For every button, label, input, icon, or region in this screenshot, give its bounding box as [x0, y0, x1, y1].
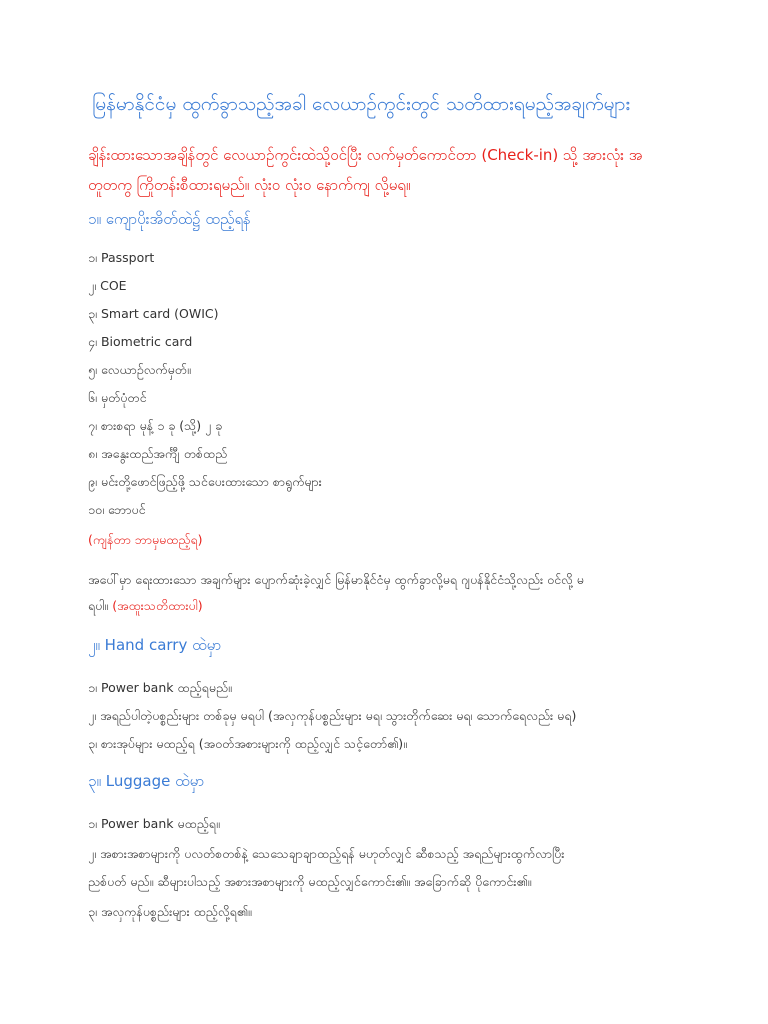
list-item: ၁၀၊ ဘောပင်: [88, 502, 146, 517]
warning-paragraph-text: ရပါ။: [88, 598, 109, 613]
list-item: ၁၊ Power bank မထည့်ရ။: [88, 816, 220, 831]
warning-paragraph-line-2: [88, 598, 203, 617]
list-item: ၂၊ COE: [88, 278, 127, 293]
list-item: ၃၊ အလှကုန်ပစ္စည်းများ ထည့်လို့ရ၏။: [88, 904, 252, 919]
list-item: ၅၊ လေယာဉ်လက်မှတ်။: [88, 362, 191, 377]
list-item: ၁၊ Passport: [88, 250, 155, 265]
warning-paragraph-note: (အထူးသတိထားပါ): [112, 598, 203, 613]
page-title: မြန်မာနိုင်ငံမှ ထွက်ခွာသည့်အခါ လေယာဉ်ကွင်းတွင် သတိထားရမည့်အချက်များ: [92, 93, 631, 115]
list-item: ၄၊ Biometric card: [88, 334, 193, 349]
intro-line-2: တူတကွ ကြိုတန်းစီထားရမည်။ လုံးဝ လုံးဝ နောက်ကျ လို့မရ။: [88, 176, 411, 194]
list-item: ၃၊ စားအုပ်များ မထည့်ရ (အဝတ်အစားများကို ထည့်လျှင် သင့်တော်၏)။: [88, 736, 407, 751]
list-item: ၃၊ Smart card (OWIC): [88, 306, 219, 321]
list-item: ၇၊ စားစရာ မုန့် ၁ ခု (သို့) ၂ ခု: [88, 418, 223, 433]
list-item: ၁၊ Power bank ထည့်ရမည်။: [88, 680, 232, 695]
section-3-heading: ၃။ Luggage ထဲမှာ: [88, 772, 205, 790]
section-2-heading: ၂။ Hand carry ထဲမှာ: [88, 636, 222, 654]
list-item: ၂၊ အရည်ပါတဲ့ပစ္စည်းများ တစ်ခုမှ မရပါ (အလှကုန်ပစ္စည်းများ မရ၊ သွားတိုက်ဆေး မရ၊ သောက်ရေလည်း မရ): [88, 708, 577, 723]
section-1-heading: ၁။ ကျောပိုးအိတ်ထဲ၌ ထည့်ရန်: [88, 210, 251, 228]
intro-line-1: ချိန်းထားသောအချိန်တွင် လေယာဉ်ကွင်းထဲသို့ဝင်ပြီး လက်မှတ်ကောင်တာ (Check-in) သို့ အားလုံး အ: [88, 146, 643, 164]
list-item: ၂၊ အစားအစာများကို ပလတ်စတစ်နဲ့ သေသေချာချာထည့်ရန် မဟုတ်လျှင် ဆီစသည့် အရည်များထွက်လာပြီး: [88, 846, 565, 861]
list-item: ညစ်ပတ် မည်။ ဆီများပါသည့် အစားအစာများကို မထည့်လျှင်ကောင်း၏။ အခြောက်ဆို ပိုကောင်း၏။: [88, 874, 532, 889]
warning-paragraph-line-1: အပေါ်မှာ ရေးထားသော အချက်များ ပျောက်ဆုံးခဲ့လျှင် မြန်မာနိုင်ငံမှ ထွက်ခွာလို့မရ ဂျပန်နိုင်ငံသို့လည်း ဝင်လို့ မ: [88, 572, 584, 587]
list-item: ၆၊ မှတ်ပုံတင်: [88, 390, 147, 405]
list-item: ၉၊ မင်းတို့ဖောင်ဖြည့်ဖို့ သင်ပေးထားသော စာရွက်များ: [88, 474, 322, 489]
list-item: ၈၊ အနွေးထည်အင်္ကျီ တစ်ထည်: [88, 446, 228, 461]
section-1-note: (ကျန်တာ ဘာမှမထည့်ရ): [88, 532, 203, 547]
